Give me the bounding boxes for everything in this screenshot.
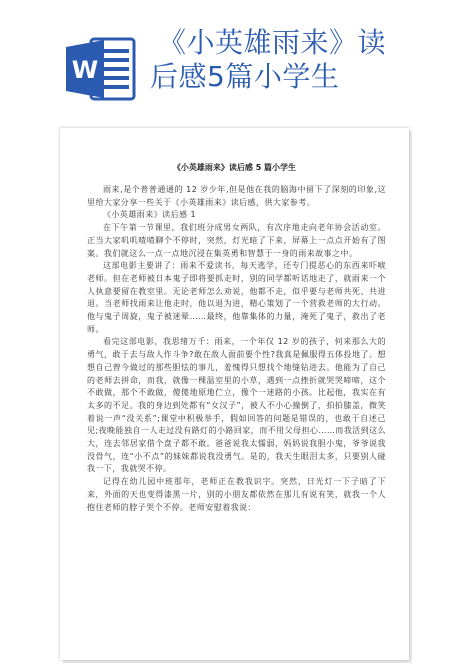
paragraph-intro: 雨来,是个普普通通的 12 岁少年,但是他在我的脑海中留下了深刻的印象,这里给大家分享一些关于《小英雄雨来》读后感，供大家参考。 (87, 185, 386, 207)
page-title-line-1: 《小英雄雨来》读 (158, 26, 387, 59)
page-title (150, 26, 387, 94)
microsoft-word-icon (66, 36, 136, 102)
document-header (0, 0, 474, 125)
document-body (87, 184, 386, 514)
paragraph: 记得在幼儿园中班那年，老师正在教我识字。突然，日光灯一下子暗了下来，外面的天也变得漆黑一片，别的小朋友都依然在那儿有说有笑，就我一个人抱住老师的脖子哭个不停。老师安慰着我说： (87, 477, 386, 512)
document-title: 《小英雄雨来》读后感 5 篇小学生 (172, 163, 297, 172)
paragraph-subtitle: 《小英雄雨来》读后感 1 (103, 210, 197, 220)
page-title-line-2: 后感5篇小学生 (150, 60, 340, 93)
paragraph: 这部电影主要讲了：雨来不爱读书，每天逃学，还专门提恶心的东西来吓唬老师。但在老师被日本鬼子即将要抓走时，别的同学都听话地走了，就雨来一个人执意要留在教室里。无论老师怎么劝说，他都不走，似乎要与老师共死、共进退。当老师找雨来让他走时，他以退为进，精心策划了一个营救老师的大行动。他与鬼子周旋，鬼子被迷晕……最终，他靠集体的力量，淹死了鬼子，救出了老师。 (87, 261, 386, 334)
paragraph: 在下午第一节课里，我们班分成男女两队，有次序地走向老年协会活动室。正当大家叽叽喳喳聊个不停时，突然，灯光暗了下来，屏幕上一点点开始有了图案。我们就这么一点一点地沉浸在集英勇和智慧于一身的雨来故事之中。 (87, 223, 386, 258)
word-logo-letter: W (71, 56, 99, 84)
document-page (60, 128, 409, 660)
paragraph: 看完这部电影，我思绪万千：雨来，一个年仅 12 岁的孩子，何来那么大的勇气，敢于去与敌人作斗争?敢在敌人面前要个性?我真是佩服得五体投地了。想想自己曾今做过的那些胆怯的事儿，羞愧得只想找个地缝钻进去。他能为了自己的老师去拼命，而我，就像一棵温室里的小草，遇到一点挫折就哭哭啼啼，这个不敢做，那个不敢做，傻傻地原地伫立，像个一迷路的小孩。比起他，我实在有太多的不足。我的身边到处都有“女汉子”，被人不小心撞倒了，拍拍膝盖，微笑着说一声“没关系”;课堂中积极举手，假如回答的问题是错误的，也敢于自述己见;夜晚能独自一人走过没有路灯的小路回家，而不用父母担心……而我活到这么大，连去邻居家借个盘子都不敢。爸爸说我太懦弱，妈妈说我胆小鬼，爷爷说我没骨气，连“小不点”的妹妹都说我没勇气。是的，我天生眼泪太多，只要别人碰我一下，我就哭不停。 (87, 337, 386, 474)
